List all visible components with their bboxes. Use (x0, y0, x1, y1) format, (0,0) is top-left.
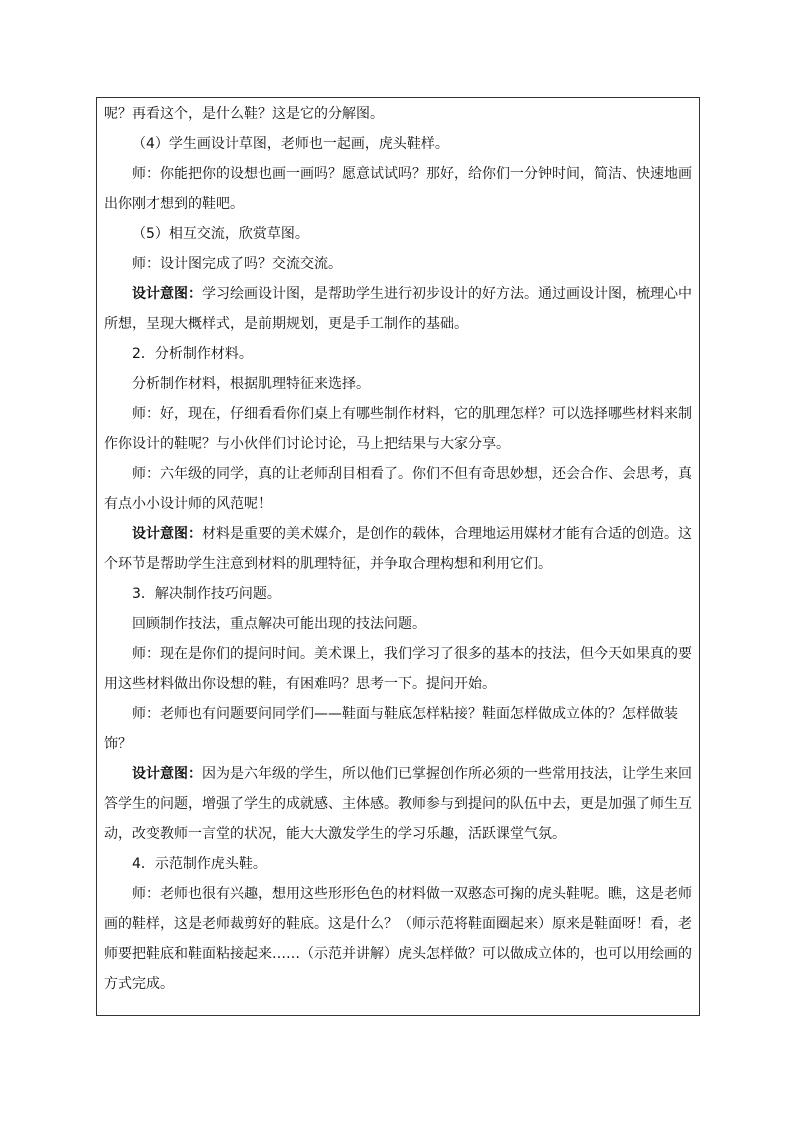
line-text: 作你设计的鞋呢？与小伙伴们讨论讨论，马上把结果与大家分享。 (104, 436, 510, 452)
line-text: 分析制作材料，根据肌理特征来选择。 (132, 376, 370, 392)
paragraph-line (104, 160, 696, 188)
line-text: 师要把鞋底和鞋面粘接起来……（示范并讲解）虎头怎样做？可以做成立体的，也可以用绘画的 (104, 946, 692, 962)
paragraph-line (104, 220, 696, 248)
paragraph-line (104, 490, 696, 518)
line-text: （5）相互交流，欣赏草图。 (132, 226, 309, 242)
paragraph-line (104, 310, 696, 338)
line-text: 有点小小设计师的风范呢！ (104, 496, 272, 512)
paragraph-line (104, 940, 696, 968)
design-intent-label: 设计意图： (132, 526, 202, 542)
paragraph-line (104, 430, 696, 458)
paragraph-line (104, 790, 696, 818)
paragraph-line (104, 730, 696, 758)
design-intent-label: 设计意图： (132, 286, 202, 302)
line-text: （4）学生画设计草图，老师也一起画，虎头鞋样。 (132, 136, 449, 152)
paragraph-line (104, 820, 696, 848)
paragraph-line (104, 910, 696, 938)
paragraph-line (104, 400, 696, 428)
paragraph-line (104, 850, 696, 878)
line-text: 个环节是帮助学生注意到材料的肌理特征，并争取合理构想和利用它们。 (104, 556, 552, 572)
line-text: 因为是六年级的学生，所以他们已掌握创作所必须的一些常用技法，让学生来回 (202, 766, 692, 782)
line-text: 3．解决制作技巧问题。 (132, 586, 281, 602)
line-text: 回顾制作技法，重点解决可能出现的技法问题。 (132, 616, 426, 632)
line-text: 师：老师也有问题要问同学们——鞋面与鞋底怎样粘接？鞋面怎样做成立体的？怎样做装 (132, 706, 678, 722)
line-text: 师：好，现在，仔细看看你们桌上有哪些制作材料，它的肌理怎样？可以选择哪些材料来制 (132, 406, 692, 422)
paragraph-line (104, 460, 696, 488)
line-text: 呢？再看这个，是什么鞋？这是它的分解图。 (104, 106, 384, 122)
paragraph-line (104, 520, 696, 548)
line-text: 用这些材料做出你设想的鞋，有困难吗？思考一下。提问开始。 (104, 676, 496, 692)
line-text: 答学生的问题，增强了学生的成就感、主体感。教师参与到提问的队伍中去，更是加强了师生互 (104, 796, 692, 812)
line-text: 出你刚才想到的鞋吧。 (104, 196, 244, 212)
paragraph-line (104, 880, 696, 908)
line-text: 饰？ (104, 736, 132, 752)
line-text: 所想，呈现大概样式，是前期规划，更是手工制作的基础。 (104, 316, 468, 332)
line-text: 方式完成。 (104, 976, 174, 992)
paragraph-line (104, 250, 696, 278)
paragraph-line (104, 130, 696, 158)
line-text: 4．示范制作虎头鞋。 (132, 856, 267, 872)
line-text: 师：六年级的同学，真的让老师刮目相看了。你们不但有奇思妙想，还会合作、会思考，真 (132, 466, 692, 482)
line-text: 2．分析制作材料。 (132, 346, 253, 362)
paragraph-line (104, 580, 696, 608)
line-text: 师：老师也很有兴趣，想用这些形形色色的材料做一双憨态可掬的虎头鞋呢。瞧，这是老师 (132, 886, 692, 902)
paragraph-line (104, 760, 696, 788)
paragraph-line (104, 340, 696, 368)
line-text: 材料是重要的美术媒介，是创作的载体，合理地运用媒材才能有合适的创造。这 (202, 526, 692, 542)
paragraph-line (104, 100, 696, 128)
paragraph-line (104, 640, 696, 668)
line-text: 画的鞋样，这是老师裁剪好的鞋底。这是什么？（师示范将鞋面圈起来）原来是鞋面呀！看，老 (104, 916, 692, 932)
paragraph-line (104, 190, 696, 218)
paragraph-line (104, 280, 696, 308)
line-text: 师：设计图完成了吗？交流交流。 (132, 256, 342, 272)
line-text: 师：你能把你的设想也画一画吗？愿意试试吗？那好，给你们一分钟时间，简洁、快速地画 (132, 166, 692, 182)
line-text: 学习绘画设计图，是帮助学生进行初步设计的好方法。通过画设计图，梳理心中 (202, 286, 692, 302)
design-intent-label: 设计意图： (132, 766, 202, 782)
paragraph-line (104, 550, 696, 578)
paragraph-line (104, 970, 696, 998)
paragraph-line (104, 370, 696, 398)
paragraph-line (104, 610, 696, 638)
paragraph-line (104, 670, 696, 698)
line-text: 动，改变教师一言堂的状况，能大大激发学生的学习乐趣，活跃课堂气氛。 (104, 826, 566, 842)
line-text: 师：现在是你们的提问时间。美术课上，我们学习了很多的基本的技法，但今天如果真的要 (132, 646, 692, 662)
paragraph-line (104, 700, 696, 728)
